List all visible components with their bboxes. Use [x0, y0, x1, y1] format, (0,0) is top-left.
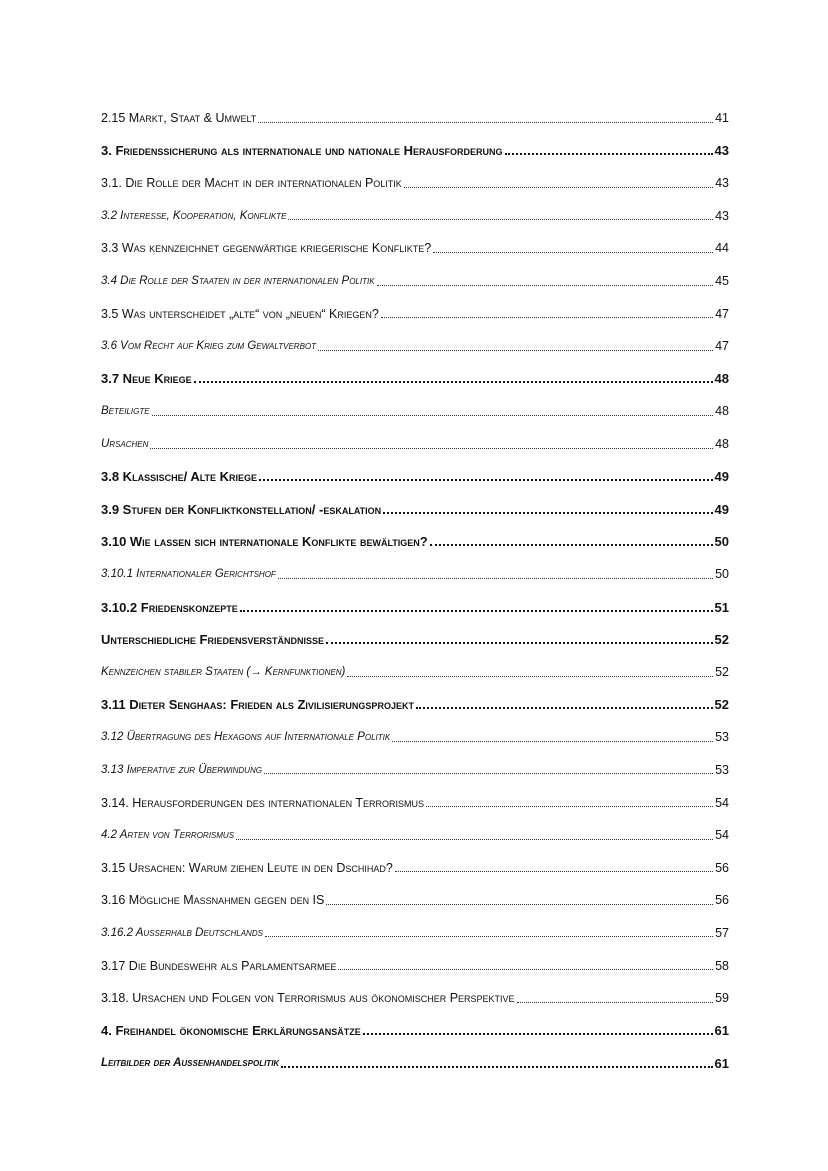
toc-entry-title: 3.7 Neue Kriege: [101, 371, 192, 387]
toc-entry[interactable]: [101, 945, 729, 978]
toc-entry-page: 56: [715, 860, 729, 875]
toc-entry-title: 3.16.2 Außerhalb Deutschlands: [101, 926, 263, 939]
dot-leader: [258, 121, 713, 123]
toc-entry-title: 3.14. Herausforderungen des internationalen Terrorismus: [101, 795, 424, 810]
toc-entry-title: 3. Friedenssicherung als internationale und nationale Herausforderung: [101, 143, 503, 159]
toc-entry[interactable]: [101, 391, 729, 424]
dot-leader: [240, 609, 713, 612]
toc-entry[interactable]: [101, 1011, 729, 1044]
dot-leader: [281, 1065, 712, 1068]
toc-entry-title: 3.11 Dieter Senghaas: Frieden als Zivilisierungsprojekt: [101, 697, 414, 713]
toc-entry-title: Beteiligte: [101, 405, 150, 418]
toc-entry-page: 48: [714, 371, 729, 387]
toc-entry-title: Ursachen: [101, 438, 149, 451]
toc-entry[interactable]: [101, 359, 729, 392]
toc-entry[interactable]: [101, 652, 729, 685]
dot-leader: [377, 284, 714, 286]
toc-entry-title: Kennzeichen stabiler Staaten (→ Kernfunktionen): [101, 666, 346, 679]
dot-leader: [433, 251, 713, 253]
toc-entry-page: 57: [715, 925, 729, 940]
toc-entry-page: 52: [715, 665, 729, 680]
toc-entry[interactable]: [101, 913, 729, 946]
toc-entry-page: 48: [715, 437, 729, 452]
toc-entry[interactable]: [101, 261, 729, 294]
toc-entry-title: Leitbilder der Außenhandelspolitik: [101, 1057, 280, 1070]
toc-entry-title: 3.3 Was kennzeichnet gegenwärtige kriegerische Konflikte?: [101, 241, 432, 256]
dot-leader: [150, 447, 713, 449]
toc-entry[interactable]: [101, 978, 729, 1011]
dot-leader: [416, 706, 713, 709]
dot-leader: [338, 968, 713, 970]
toc-entry-page: 51: [714, 599, 729, 615]
toc-entry-page: 41: [715, 111, 729, 126]
toc-entry-title: 3.12 Übertragung des Hexagons auf Internationale Politik: [101, 731, 391, 744]
dot-leader: [326, 903, 713, 905]
toc-entry-page: 59: [715, 991, 729, 1006]
dot-leader: [194, 380, 713, 383]
toc-entry-page: 43: [714, 143, 729, 159]
toc-entry-page: 50: [715, 567, 729, 582]
toc-entry-page: 47: [715, 339, 729, 354]
toc-entry-title: 3.15 Ursachen: Warum ziehen Leute in den Dschihad?: [101, 860, 393, 875]
toc-entry[interactable]: [101, 750, 729, 783]
toc-entry-title: 3.2 Interesse, Kooperation, Konflikte: [101, 209, 287, 222]
dot-leader: [381, 316, 713, 318]
toc-entry-page: 49: [714, 501, 729, 517]
toc-entry-title: 3.18. Ursachen und Folgen von Terrorismus aus ökonomischer Perspektive: [101, 991, 515, 1006]
toc-entry-title: 3.1. Die Rolle der Macht in der internationalen Politik: [101, 176, 402, 191]
toc-entry-title: 3.10.2 Friedenskonzepte: [101, 599, 238, 615]
toc-entry-title: 2.15 Markt, Staat & Umwelt: [101, 111, 257, 126]
toc-entry[interactable]: [101, 131, 729, 164]
toc-entry-page: 52: [714, 632, 729, 648]
toc-entry-page: 49: [714, 469, 729, 485]
dot-leader: [430, 543, 713, 546]
dot-leader: [395, 870, 713, 872]
toc-entry[interactable]: [101, 782, 729, 815]
dot-leader: [505, 152, 713, 155]
toc-entry-title: 3.8 Klassische/ Alte Kriege: [101, 469, 258, 485]
dot-leader: [404, 186, 713, 188]
toc-entry[interactable]: [101, 489, 729, 522]
toc-entry-page: 43: [715, 208, 729, 223]
toc-entry[interactable]: [101, 880, 729, 913]
toc-entry[interactable]: [101, 98, 729, 131]
toc-entry[interactable]: [101, 424, 729, 457]
toc-entry-page: 50: [714, 534, 729, 550]
toc-entry[interactable]: [101, 554, 729, 587]
toc-entry-title: 3.16 Mögliche Maßnahmen gegen den IS: [101, 893, 325, 908]
dot-leader: [517, 1001, 714, 1003]
toc-entry-page: 61: [714, 1023, 729, 1039]
dot-leader: [288, 218, 713, 220]
toc-entry-page: 45: [715, 274, 729, 289]
toc-entry[interactable]: [101, 685, 729, 718]
toc-entry[interactable]: [101, 620, 729, 653]
toc-entry-title: 3.10.1 Internationaler Gerichtshof: [101, 568, 276, 581]
toc-entry-page: 48: [715, 404, 729, 419]
toc-entry-title: 3.9 Stufen der Konfliktkonstellation/ -eskalation: [101, 501, 382, 517]
toc-entry-page: 54: [715, 828, 729, 843]
dot-leader: [347, 675, 713, 677]
toc-entry-page: 52: [714, 697, 729, 713]
toc-entry[interactable]: [101, 522, 729, 555]
dot-leader: [259, 478, 712, 481]
toc-entry-page: 44: [715, 241, 729, 256]
toc-entry-page: 61: [714, 1055, 729, 1071]
toc-entry[interactable]: [101, 196, 729, 229]
dot-leader: [383, 511, 712, 514]
toc-entry-title: 3.10 Wie lassen sich internationale Konflikte bewältigen?: [101, 534, 428, 550]
toc-entry[interactable]: [101, 457, 729, 490]
table-of-contents: [101, 98, 729, 1076]
dot-leader: [426, 805, 713, 807]
toc-entry[interactable]: [101, 326, 729, 359]
dot-leader: [318, 349, 713, 351]
dot-leader: [326, 641, 713, 644]
toc-entry[interactable]: [101, 294, 729, 327]
toc-entry[interactable]: [101, 228, 729, 261]
toc-entry-title: 3.4 Die Rolle der Staaten in der internationalen Politik: [101, 275, 375, 288]
toc-entry[interactable]: [101, 815, 729, 848]
toc-entry[interactable]: [101, 587, 729, 620]
toc-entry-title: 3.13 Imperative zur Überwindung: [101, 763, 262, 776]
toc-entry-page: 47: [715, 306, 729, 321]
toc-entry-page: 43: [715, 176, 729, 191]
toc-entry-title: 3.17 Die Bundeswehr als Parlamentsarmee: [101, 958, 337, 973]
dot-leader: [392, 740, 713, 742]
toc-entry[interactable]: [101, 1043, 729, 1076]
toc-entry-page: 53: [715, 730, 729, 745]
toc-entry-page: 54: [715, 795, 729, 810]
toc-entry-page: 56: [715, 893, 729, 908]
toc-entry[interactable]: [101, 717, 729, 750]
dot-leader: [236, 838, 713, 840]
toc-entry-title: 4.2 Arten von Terrorismus: [101, 829, 235, 842]
toc-entry-page: 53: [715, 762, 729, 777]
toc-entry-page: 58: [715, 958, 729, 973]
dot-leader: [265, 935, 713, 937]
dot-leader: [363, 1032, 713, 1035]
toc-entry[interactable]: [101, 163, 729, 196]
toc-entry-title: Unterschiedliche Friedensverständnisse: [101, 632, 324, 648]
toc-entry[interactable]: [101, 848, 729, 881]
dot-leader: [152, 414, 714, 416]
toc-entry-title: 3.6 Vom Recht auf Krieg zum Gewaltverbot: [101, 340, 317, 353]
toc-entry-title: 3.5 Was unterscheidet „alte“ von „neuen“ Kriegen?: [101, 306, 379, 321]
dot-leader: [264, 772, 713, 774]
dot-leader: [278, 577, 713, 579]
toc-entry-title: 4. Freihandel ökonomische Erklärungsansätze: [101, 1023, 361, 1039]
